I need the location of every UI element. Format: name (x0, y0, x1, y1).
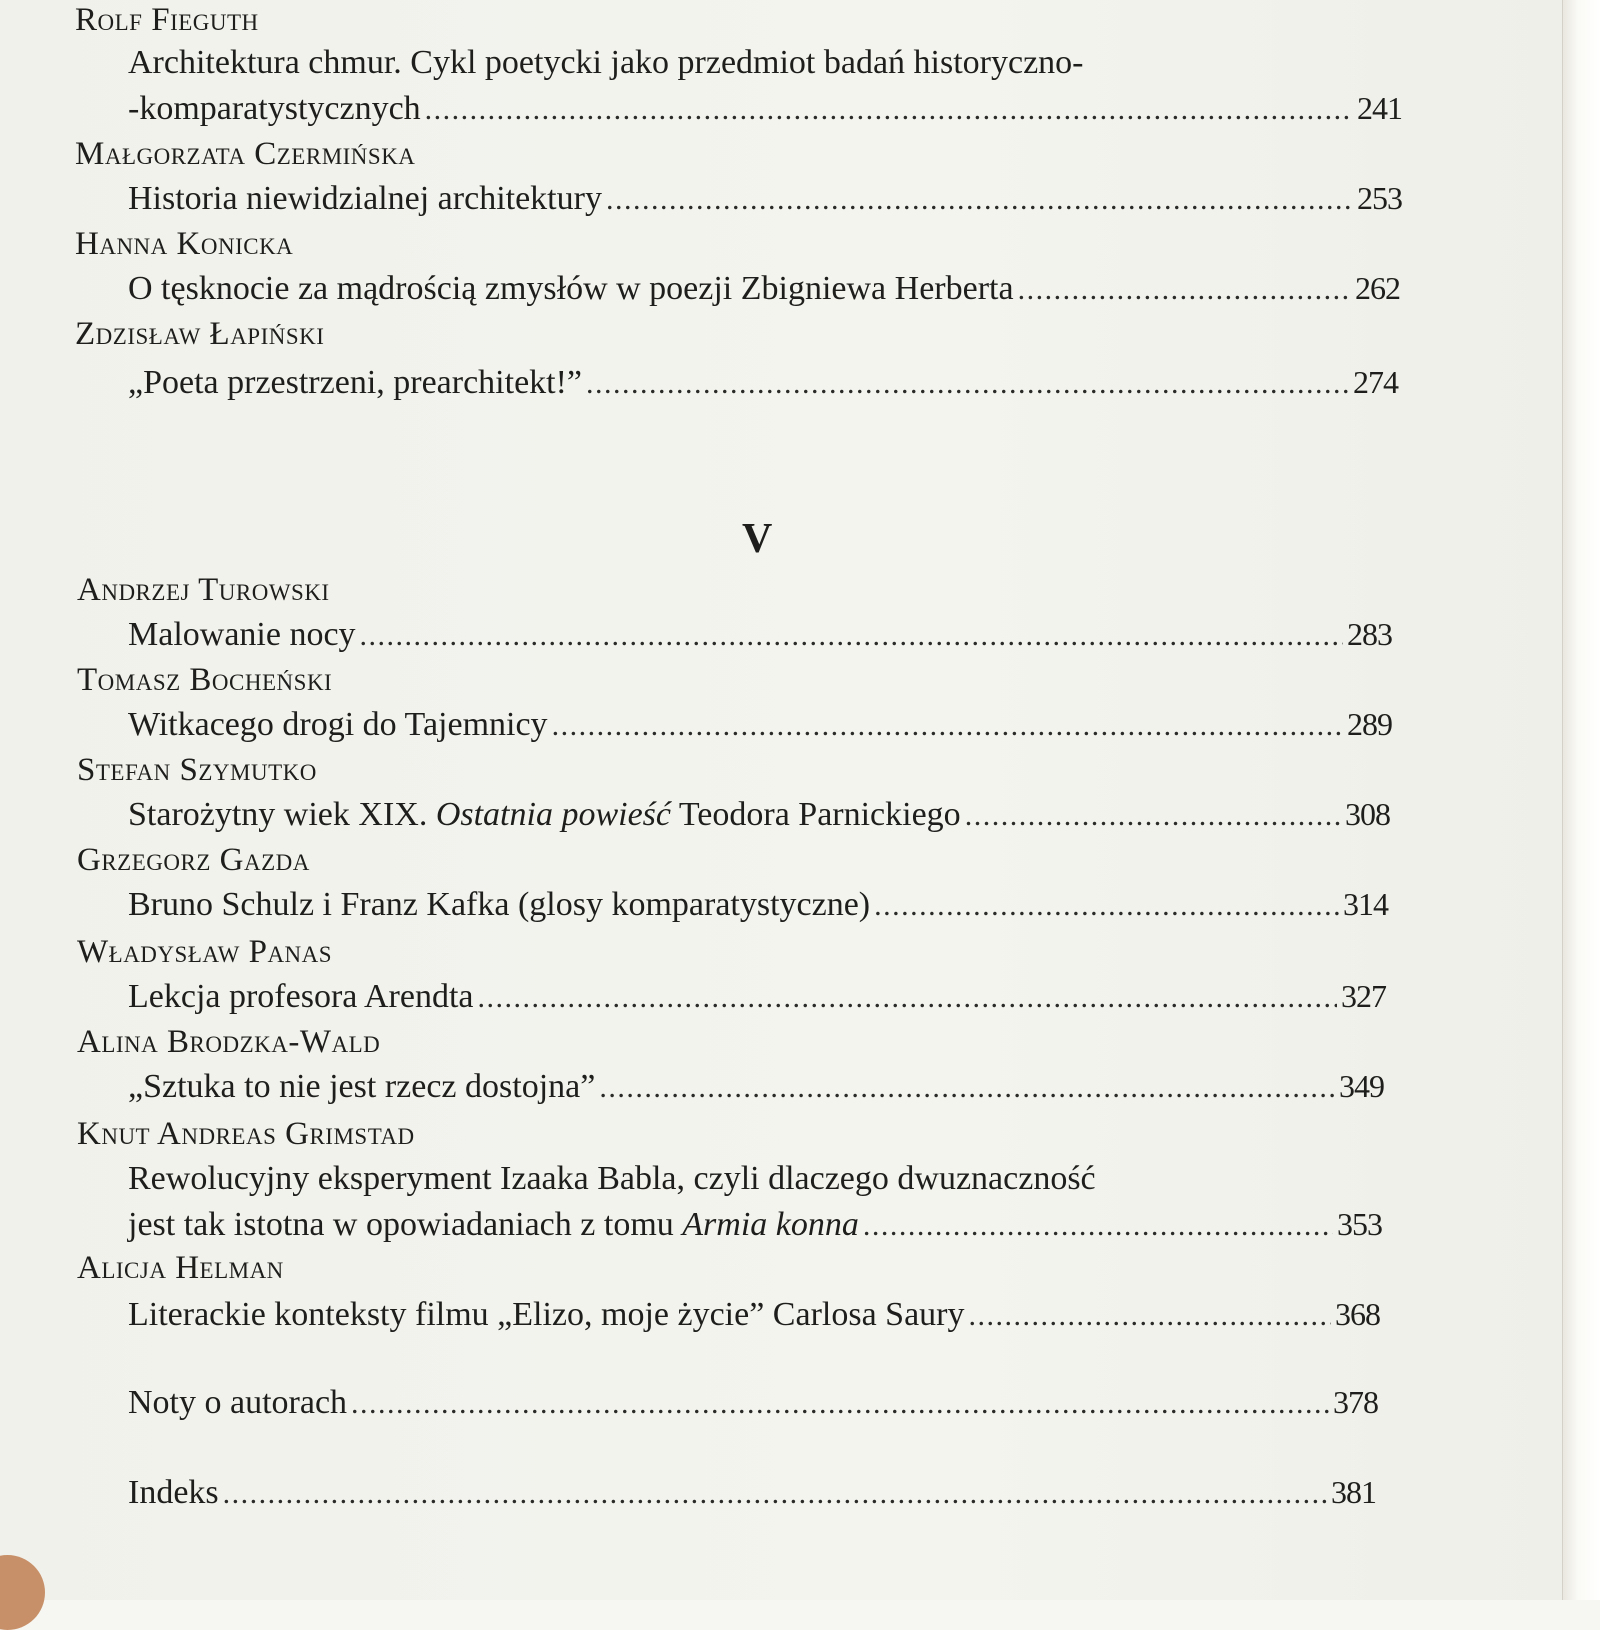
toc-entry (128, 1384, 1378, 1422)
page-number: 378 (1333, 1384, 1378, 1420)
chapter-title (128, 796, 961, 834)
page-number: 349 (1339, 1068, 1384, 1104)
chapter-title (128, 1206, 859, 1244)
author-name: Stefan Szymutko (77, 752, 317, 788)
toc-entry (128, 364, 1398, 402)
page-number: 283 (1347, 616, 1392, 652)
author-name: Zdzisław Łapiński (75, 316, 325, 352)
author-name: Tomasz Bocheński (77, 662, 333, 698)
page-number: 274 (1353, 364, 1398, 400)
dot-leader (360, 619, 1343, 653)
page-number: 253 (1357, 180, 1402, 216)
dot-leader (874, 889, 1339, 923)
dot-leader (223, 1477, 1327, 1511)
page-number: 381 (1331, 1474, 1376, 1510)
author-name: Hanna Konicka (75, 226, 294, 262)
page-number: 314 (1343, 886, 1388, 922)
page-number: 353 (1337, 1206, 1382, 1242)
dot-leader (863, 1209, 1333, 1243)
toc-entry (128, 270, 1400, 308)
author-name: Andrzej Turowski (77, 572, 330, 608)
page-number: 241 (1357, 90, 1402, 126)
dot-leader (552, 709, 1343, 743)
toc-entry (128, 796, 1390, 834)
chapter-title: Witkacego drogi do Tajemnicy (128, 706, 548, 743)
toc-entry (128, 1068, 1384, 1106)
dot-leader (606, 183, 1353, 217)
chapter-title: Rewolucyjny eksperyment Izaaka Babla, czyli dlaczego dwuznaczność (128, 1160, 1096, 1197)
toc-entry (128, 1206, 1382, 1244)
dot-leader (351, 1387, 1329, 1421)
page-number: 327 (1341, 978, 1386, 1014)
chapter-title: Lekcja profesora Arendta (128, 978, 474, 1015)
chapter-title: Literackie konteksty filmu „Elizo, moje życie” Carlosa Saury (128, 1296, 965, 1333)
author-name: Rolf Fieguth (75, 2, 259, 38)
dot-leader (599, 1071, 1335, 1105)
page-number: 308 (1345, 796, 1390, 832)
author-name: Władysław Panas (77, 934, 333, 970)
author-name: Alicja Helman (77, 1250, 284, 1286)
toc-entry (128, 886, 1388, 924)
page-number: 289 (1347, 706, 1392, 742)
chapter-title: O tęsknocie za mądrością zmysłów w poezji Zbigniewa Herberta (128, 270, 1014, 307)
toc-entry (128, 978, 1386, 1016)
dot-leader (478, 981, 1338, 1015)
chapter-title: „Poeta przestrzeni, prearchitekt!” (128, 364, 583, 401)
toc-entry (128, 1296, 1380, 1334)
toc-entry (128, 616, 1392, 654)
dot-leader (586, 367, 1349, 401)
chapter-title-part: jest tak istotna w opowiadaniach z tomu (128, 1206, 683, 1243)
toc-entry (128, 90, 1402, 128)
chapter-title: Architektura chmur. Cykl poetycki jako przedmiot badań historyczno- (128, 44, 1084, 81)
chapter-title: Malowanie nocy (128, 616, 356, 653)
book-title: Ostatnia powieść (435, 796, 671, 833)
toc-entry (128, 1474, 1376, 1512)
dot-leader (1018, 273, 1351, 307)
toc-entry (128, 706, 1392, 744)
author-name: Grzegorz Gazda (77, 842, 310, 878)
chapter-title: Noty o autorach (128, 1384, 348, 1421)
chapter-title: „Sztuka to nie jest rzecz dostojna” (128, 1068, 596, 1105)
dot-leader (969, 1299, 1332, 1333)
chapter-title: Indeks (128, 1474, 219, 1511)
toc-entry (128, 180, 1402, 218)
book-title: Armia konna (682, 1206, 859, 1243)
section-heading: V (742, 516, 773, 562)
page-edge (1562, 0, 1600, 1600)
chapter-title: -komparatystycznych (128, 90, 421, 127)
page-number: 368 (1335, 1296, 1380, 1332)
chapter-title-part: Teodora Parnickiego (671, 796, 961, 833)
author-name: Knut Andreas Grimstad (77, 1116, 415, 1152)
chapter-title-part: Starożytny wiek XIX. (128, 796, 436, 833)
author-name: Małgorzata Czermińska (75, 136, 416, 172)
page-number: 262 (1355, 270, 1400, 306)
chapter-title: Historia niewidzialnej architektury (128, 180, 602, 217)
dot-leader (965, 799, 1341, 833)
chapter-title: Bruno Schulz i Franz Kafka (glosy komparatystyczne) (128, 886, 871, 923)
dot-leader (425, 93, 1353, 127)
author-name: Alina Brodzka-Wald (77, 1024, 381, 1060)
